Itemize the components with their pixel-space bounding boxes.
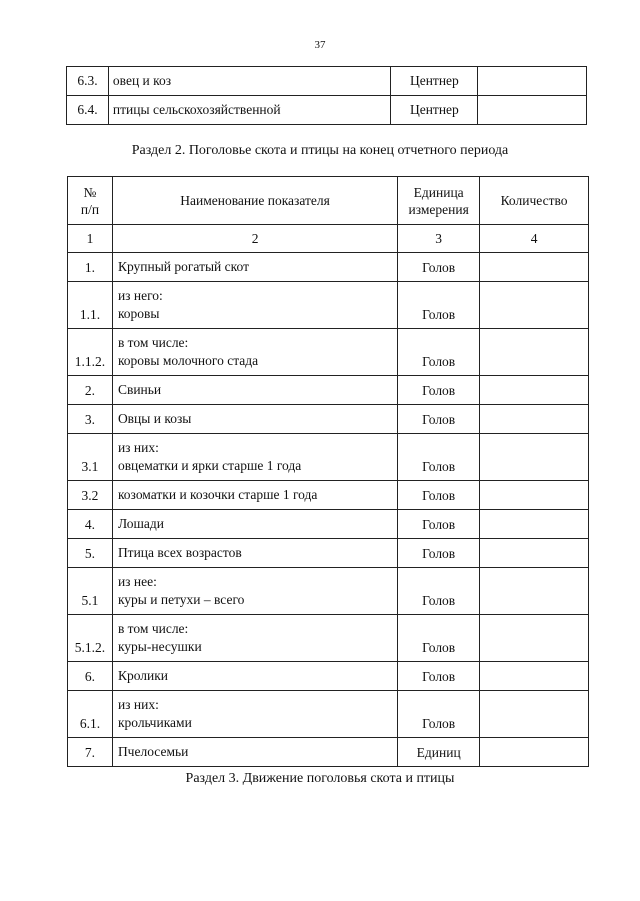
row-name: [112, 376, 397, 405]
table-row: [68, 510, 589, 539]
column-index: 2: [112, 225, 397, 253]
row-name: [112, 691, 397, 738]
row-subheading: из них:: [117, 440, 159, 455]
row-number: 6.: [68, 662, 113, 691]
row-number: 3.1: [68, 434, 113, 481]
table-row: [68, 568, 589, 615]
row-subheading: в том числе:: [117, 335, 189, 350]
row-label: Лошади: [117, 516, 164, 531]
row-quantity-cell[interactable]: [480, 615, 589, 662]
row-name: [112, 282, 397, 329]
row-label: Крупный рогатый скот: [117, 259, 249, 274]
row-unit: Голов: [398, 662, 480, 691]
table-row: [68, 691, 589, 738]
row-quantity-cell[interactable]: [480, 738, 589, 767]
header-name: Наименование показателя: [112, 177, 397, 225]
row-number: 5.1: [68, 568, 113, 615]
row-quantity-cell[interactable]: [480, 539, 589, 568]
row-unit: Голов: [398, 481, 480, 510]
row-number: 3.: [68, 405, 113, 434]
row-name: [112, 329, 397, 376]
row-quantity-cell[interactable]: [480, 376, 589, 405]
row-label: овцематки и ярки старше 1 года: [117, 458, 302, 473]
row-number: 6.4.: [67, 96, 109, 125]
column-index: 1: [68, 225, 113, 253]
row-name: [112, 405, 397, 434]
row-unit: Центнер: [391, 96, 478, 125]
row-label: куры и петухи – всего: [117, 592, 245, 607]
row-name: [112, 738, 397, 767]
row-quantity-cell[interactable]: [480, 405, 589, 434]
row-unit: Голов: [398, 434, 480, 481]
row-name: [112, 615, 397, 662]
table-row: [68, 282, 589, 329]
page-number: 37: [314, 39, 326, 51]
row-quantity-cell[interactable]: [480, 568, 589, 615]
column-index-row: [68, 225, 589, 253]
row-label: Пчелосемьи: [117, 744, 189, 759]
row-quantity-cell[interactable]: [480, 662, 589, 691]
row-number: 1.1.: [68, 282, 113, 329]
row-unit: Голов: [398, 405, 480, 434]
row-subheading: из нее:: [117, 574, 157, 589]
header-unit: Единица измерения: [398, 177, 480, 225]
row-unit: Единиц: [398, 738, 480, 767]
table-row: [68, 662, 589, 691]
row-label: коровы: [117, 306, 160, 321]
row-number: 1.: [68, 253, 113, 282]
row-name: [112, 481, 397, 510]
section-2-title: Раздел 2. Поголовье скота и птицы на конец отчетного периода: [131, 143, 509, 158]
row-subheading: в том числе:: [117, 621, 189, 636]
row-label: Овцы и козы: [117, 411, 192, 426]
table-row: [68, 481, 589, 510]
row-number: 5.: [68, 539, 113, 568]
column-index: 3: [398, 225, 480, 253]
table-row: [68, 738, 589, 767]
section-3-title: Раздел 3. Движение поголовья скота и птицы: [185, 771, 455, 786]
row-label: куры-несушки: [117, 639, 202, 654]
row-name: [112, 253, 397, 282]
table-row: [68, 615, 589, 662]
row-number: 4.: [68, 510, 113, 539]
table-header-row: [68, 177, 589, 225]
row-quantity-cell[interactable]: [478, 67, 587, 96]
row-label: Свиньи: [117, 382, 162, 397]
column-index: 4: [480, 225, 589, 253]
row-name: [112, 539, 397, 568]
row-quantity-cell[interactable]: [480, 253, 589, 282]
table-row: [68, 434, 589, 481]
row-label: Кролики: [117, 668, 169, 683]
row-quantity-cell[interactable]: [480, 329, 589, 376]
header-quantity: Количество: [480, 177, 589, 225]
row-number: 7.: [68, 738, 113, 767]
table-row: [67, 96, 587, 125]
table-row: [68, 376, 589, 405]
row-name: птицы сельскохозяйственной: [108, 96, 391, 125]
row-unit: Голов: [398, 539, 480, 568]
table-row: [68, 405, 589, 434]
row-subheading: из него:: [117, 288, 163, 303]
row-quantity-cell[interactable]: [480, 510, 589, 539]
row-quantity-cell[interactable]: [480, 282, 589, 329]
row-label: козоматки и козочки старше 1 года: [117, 487, 318, 502]
row-name: [112, 568, 397, 615]
row-number: 5.1.2.: [68, 615, 113, 662]
top-table: [66, 66, 587, 125]
table-row: [68, 539, 589, 568]
row-quantity-cell[interactable]: [480, 434, 589, 481]
row-unit: Голов: [398, 615, 480, 662]
row-unit: Голов: [398, 510, 480, 539]
header-number: № п/п: [68, 177, 113, 225]
row-number: 6.1.: [68, 691, 113, 738]
row-name: [112, 510, 397, 539]
row-unit: Голов: [398, 568, 480, 615]
row-quantity-cell[interactable]: [480, 481, 589, 510]
row-number: 1.1.2.: [68, 329, 113, 376]
row-unit: Голов: [398, 376, 480, 405]
table-row: [67, 67, 587, 96]
row-unit: Голов: [398, 691, 480, 738]
row-name: овец и коз: [108, 67, 391, 96]
row-unit: Центнер: [391, 67, 478, 96]
row-unit: Голов: [398, 329, 480, 376]
row-label: крольчиками: [117, 715, 192, 730]
row-unit: Голов: [398, 282, 480, 329]
row-subheading: из них:: [117, 697, 159, 712]
row-label: Птица всех возрастов: [117, 545, 242, 560]
row-number: 2.: [68, 376, 113, 405]
row-number: 6.3.: [67, 67, 109, 96]
row-name: [112, 662, 397, 691]
row-name: [112, 434, 397, 481]
table-row: [68, 253, 589, 282]
livestock-table: [67, 176, 589, 767]
table-row: [68, 329, 589, 376]
row-unit: Голов: [398, 253, 480, 282]
row-label: коровы молочного стада: [117, 353, 259, 368]
row-number: 3.2: [68, 481, 113, 510]
row-quantity-cell[interactable]: [480, 691, 589, 738]
row-quantity-cell[interactable]: [478, 96, 587, 125]
